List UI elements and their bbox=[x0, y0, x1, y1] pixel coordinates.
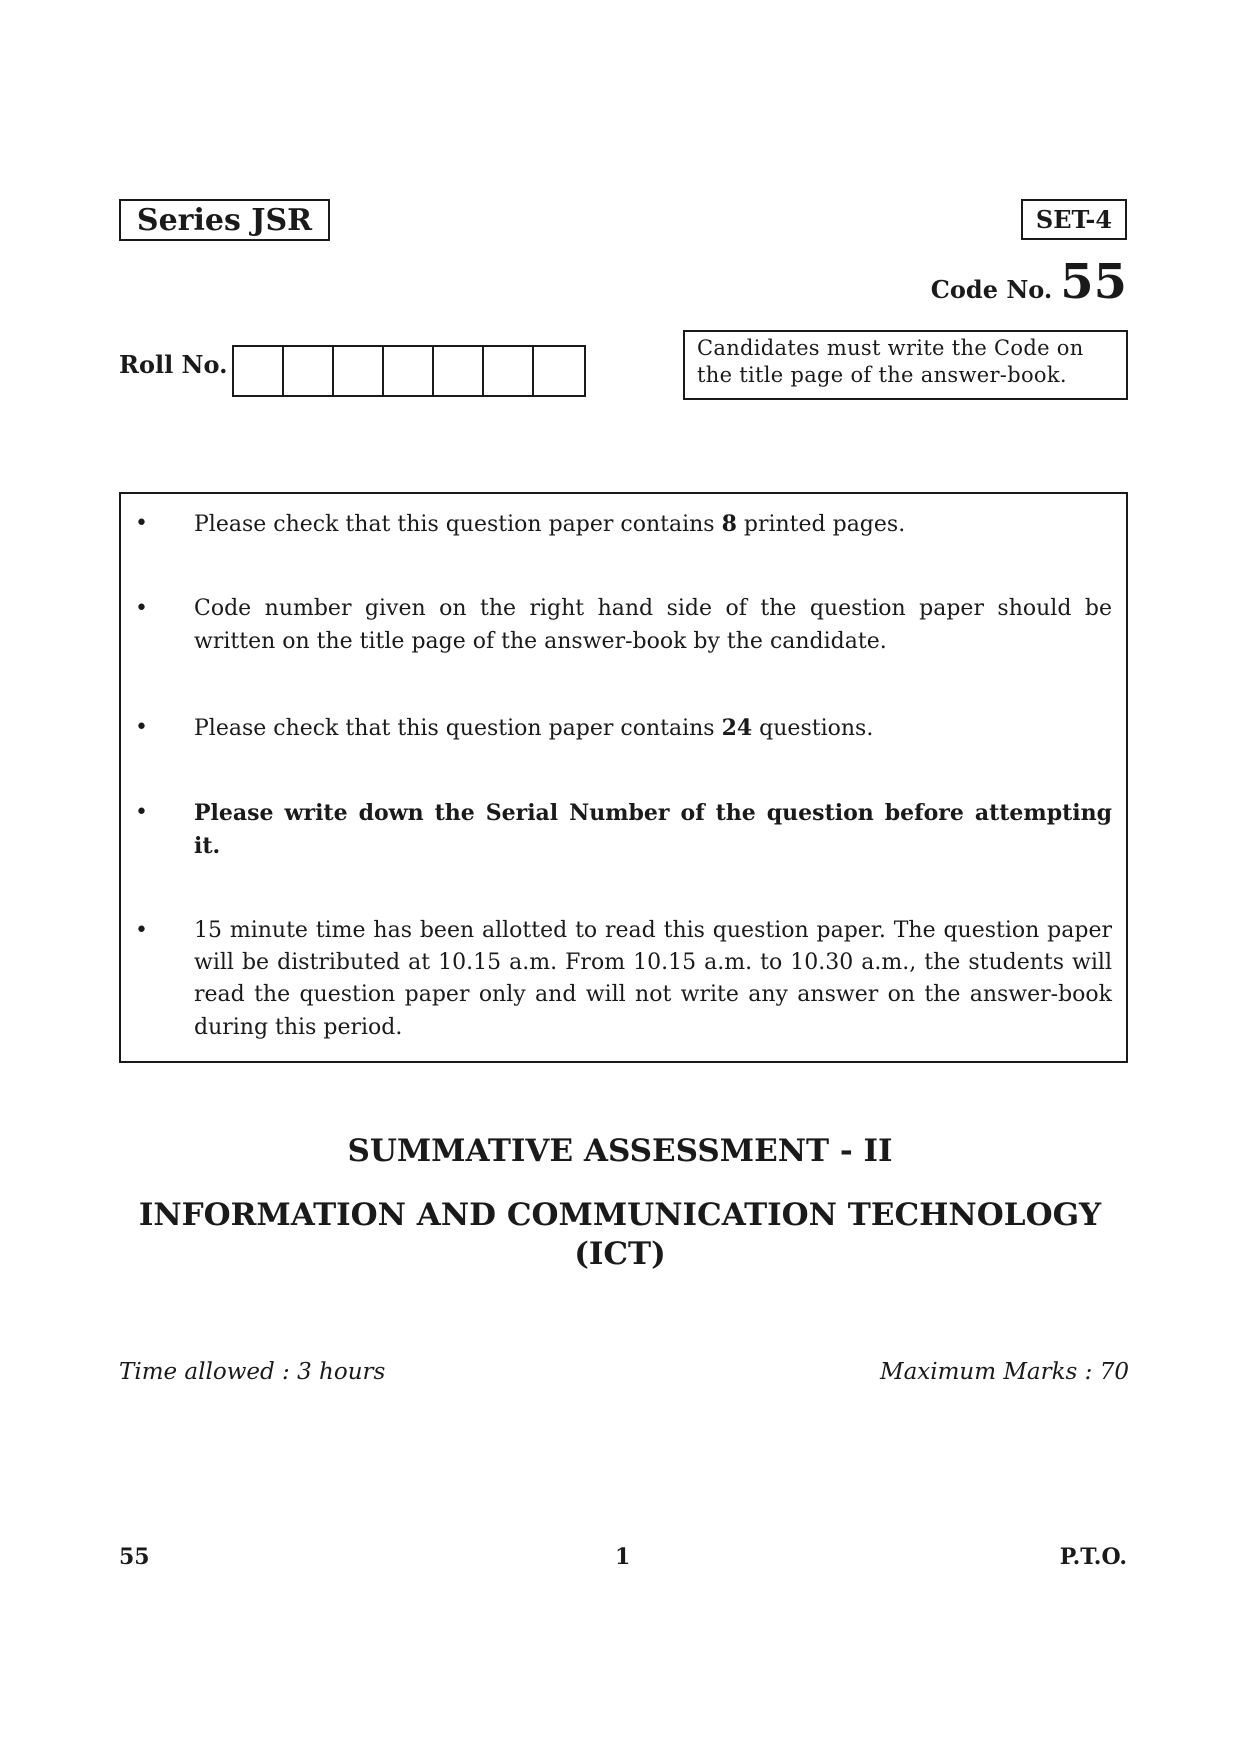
roll-label: Roll No. bbox=[119, 350, 228, 379]
subject-title: INFORMATION AND COMMUNICATION TECHNOLOGY bbox=[138, 1197, 1102, 1233]
please-turn-over: P.T.O. bbox=[1059, 1544, 1127, 1570]
subject-abbreviation: (ICT) bbox=[574, 1236, 666, 1272]
code-value: 55 bbox=[1060, 254, 1127, 310]
code-number bbox=[930, 254, 1127, 310]
bullet-icon: • bbox=[135, 918, 148, 943]
roll-cell bbox=[534, 347, 584, 395]
roll-cell bbox=[284, 347, 334, 395]
candidate-note: Candidates must write the Code on the title page of the answer-book. bbox=[697, 336, 1084, 387]
instructions-box bbox=[119, 492, 1128, 1063]
bullet-icon: • bbox=[135, 800, 148, 825]
instruction-text: Code number given on the right hand side of the question paper should be written on the title page of the answer-book by the candidate. bbox=[194, 596, 1112, 654]
roll-cell bbox=[334, 347, 384, 395]
instruction-text: 15 minute time has been allotted to read this question paper. The question paper will be distributed at 10.15 a.m. From 10.15 a.m. to 10.30 a.m., the students will read the question paper only and will not write any answer on the answer-book during this period. bbox=[194, 918, 1112, 1040]
roll-cell bbox=[234, 347, 284, 395]
bullet-icon: • bbox=[135, 511, 148, 536]
roll-cell bbox=[434, 347, 484, 395]
roll-number-boxes bbox=[232, 345, 586, 397]
set-text: SET-4 bbox=[1035, 205, 1113, 234]
candidate-note-box bbox=[683, 330, 1128, 400]
instruction-text: Please check that this question paper contains 24 questions. bbox=[194, 715, 874, 741]
bullet-icon: • bbox=[135, 715, 148, 740]
series-text: Series JSR bbox=[136, 202, 313, 238]
time-allowed: Time allowed : 3 hours bbox=[119, 1359, 386, 1385]
roll-cell bbox=[384, 347, 434, 395]
roll-cell bbox=[484, 347, 534, 395]
instruction-text: Please write down the Serial Number of the question before attempting it. bbox=[194, 800, 1112, 859]
instruction-text: Please check that this question paper contains 8 printed pages. bbox=[194, 511, 906, 537]
footer-code: 55 bbox=[119, 1544, 150, 1570]
set-label bbox=[1021, 199, 1127, 240]
page-number: 1 bbox=[615, 1544, 631, 1570]
code-label: Code No. bbox=[930, 275, 1053, 304]
maximum-marks: Maximum Marks : 70 bbox=[880, 1359, 1129, 1385]
series-label bbox=[119, 199, 330, 241]
assessment-title: SUMMATIVE ASSESSMENT - II bbox=[347, 1133, 893, 1169]
bullet-icon: • bbox=[135, 596, 148, 621]
